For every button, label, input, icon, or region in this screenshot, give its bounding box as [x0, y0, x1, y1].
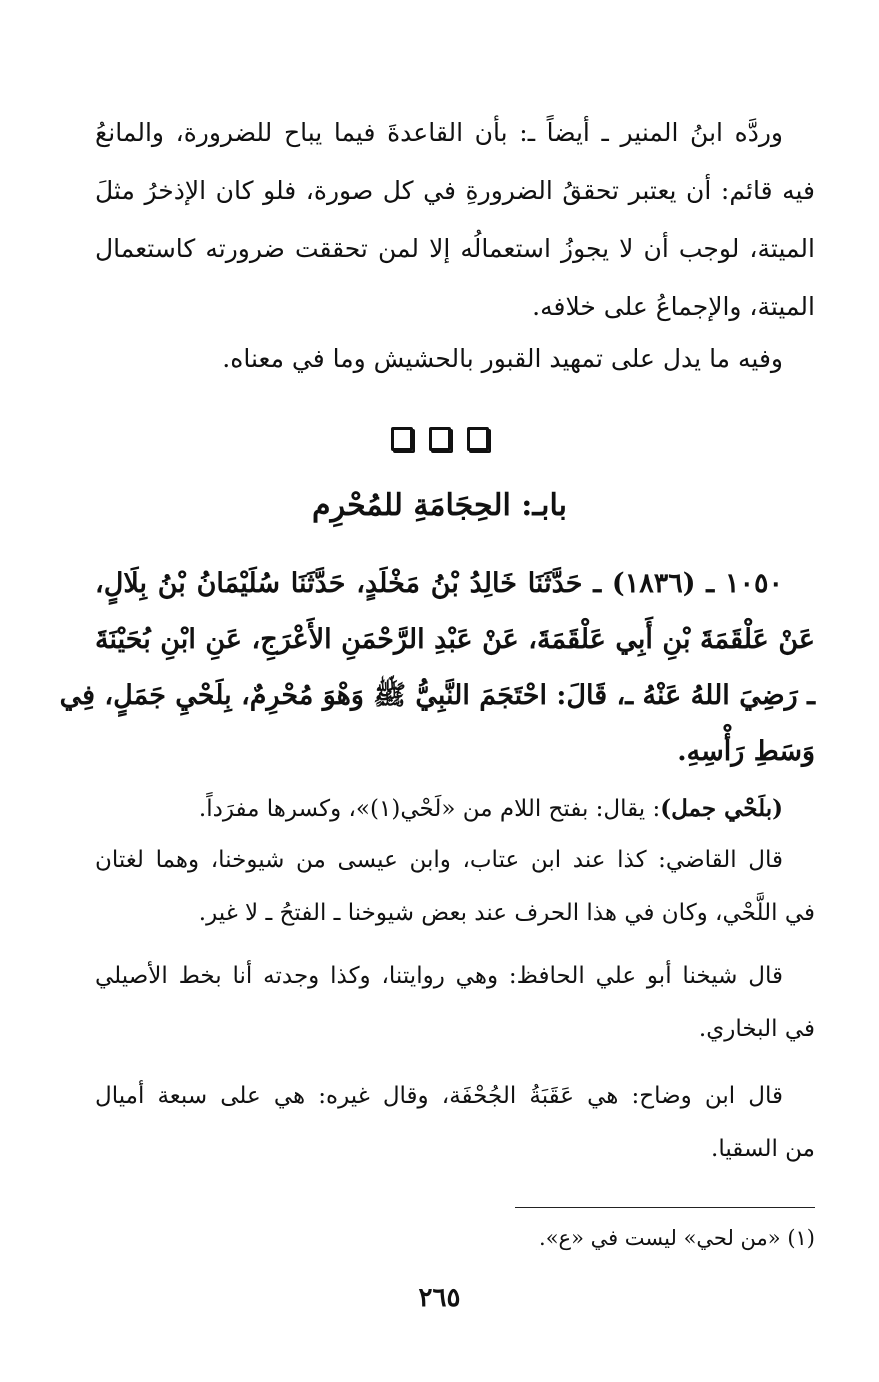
- hadith-text: [59, 556, 815, 780]
- footnote: (١) «من لحي» ليست في «ع».: [539, 1226, 815, 1250]
- commentary-line: من السقيا.: [711, 1136, 815, 1162]
- section-divider-ornament: [0, 424, 879, 459]
- commentary-2: [95, 834, 815, 940]
- commentary-line: في البخاري.: [698, 1016, 815, 1042]
- commentary-line: قال شيخنا أبو علي الحافظ: وهي روايتنا، وكذا وجدته أنا بخط الأصيلي: [95, 963, 783, 989]
- hadith-line: ١٠٥٠ ـ (١٨٣٦) ـ حَدَّثَنَا خَالِدُ بْنُ مَخْلَدٍ، حَدَّثَنَا سُلَيْمَانُ بْنُ بِلَالٍ،: [95, 568, 783, 599]
- hadith-line: ـ رَضِيَ اللهُ عَنْهُ ـ، قَالَ: احْتَجَمَ النَّبِيُّ ﷺ وَهْوَ مُحْرِمٌ، بِلَحْيِ جَمَلٍ، فِي: [59, 680, 815, 711]
- square-ornament-icon: [391, 427, 413, 451]
- paragraph-2: [95, 330, 815, 388]
- page-number: ٢٦٥: [418, 1283, 461, 1313]
- gloss-text: : يقال: بفتح اللام من «لَحْي(١)»، وكسرها مفرَداً.: [198, 796, 661, 822]
- square-ornament-icon: [429, 427, 451, 451]
- paragraph-line: الميتة، لوجب أن لا يجوزُ استعمالُه إلا لمن تحققت ضرورته كاستعمال: [95, 234, 815, 263]
- square-ornament-icon: [467, 427, 489, 451]
- paragraph-line: فيه قائم: أن يعتبر تحققُ الضرورةِ في كل صورة، فلو كان الإذخرُ مثلَ: [95, 176, 815, 205]
- glossed-term: (بلَحْي جمل): [660, 795, 783, 822]
- paragraph-line: وفيه ما يدل على تمهيد القبور بالحشيش وما في معناه.: [222, 344, 783, 373]
- paragraph-1: [95, 104, 815, 336]
- commentary-line: في اللَّحْي، وكان في هذا الحرف عند بعض شيوخنا ـ الفتحُ ـ لا غير.: [198, 900, 815, 926]
- paragraph-line: الميتة، والإجماعُ على خلافه.: [532, 292, 815, 321]
- chapter-title: بابـ: الحِجَامَةِ للمُحْرِم: [312, 488, 567, 523]
- commentary-1: [95, 782, 815, 836]
- paragraph-line: وردَّه ابنُ المنير ـ أيضاً ـ: بأن القاعدةَ فيما يباح للضرورة، والمانعُ: [95, 118, 783, 147]
- commentary-4: [95, 1070, 815, 1176]
- commentary-3: [95, 950, 815, 1056]
- commentary-line: قال ابن وضاح: هي عَقَبَةُ الجُحْفَة، وقال غيره: هي على سبعة أميال: [95, 1083, 783, 1109]
- hadith-line: عَنْ عَلْقَمَةَ بْنِ أَبِي عَلْقَمَةَ، عَنْ عَبْدِ الرَّحْمَنِ الأَعْرَجِ، عَنِ ابْنِ بُحَيْنَةَ: [95, 624, 815, 655]
- commentary-line: قال القاضي: كذا عند ابن عتاب، وابن عيسى من شيوخنا، وهما لغتان: [95, 847, 783, 873]
- commentary-line: [95, 782, 815, 836]
- footnote-separator: [515, 1207, 815, 1208]
- hadith-line: وَسَطِ رَأْسِهِ.: [677, 736, 815, 767]
